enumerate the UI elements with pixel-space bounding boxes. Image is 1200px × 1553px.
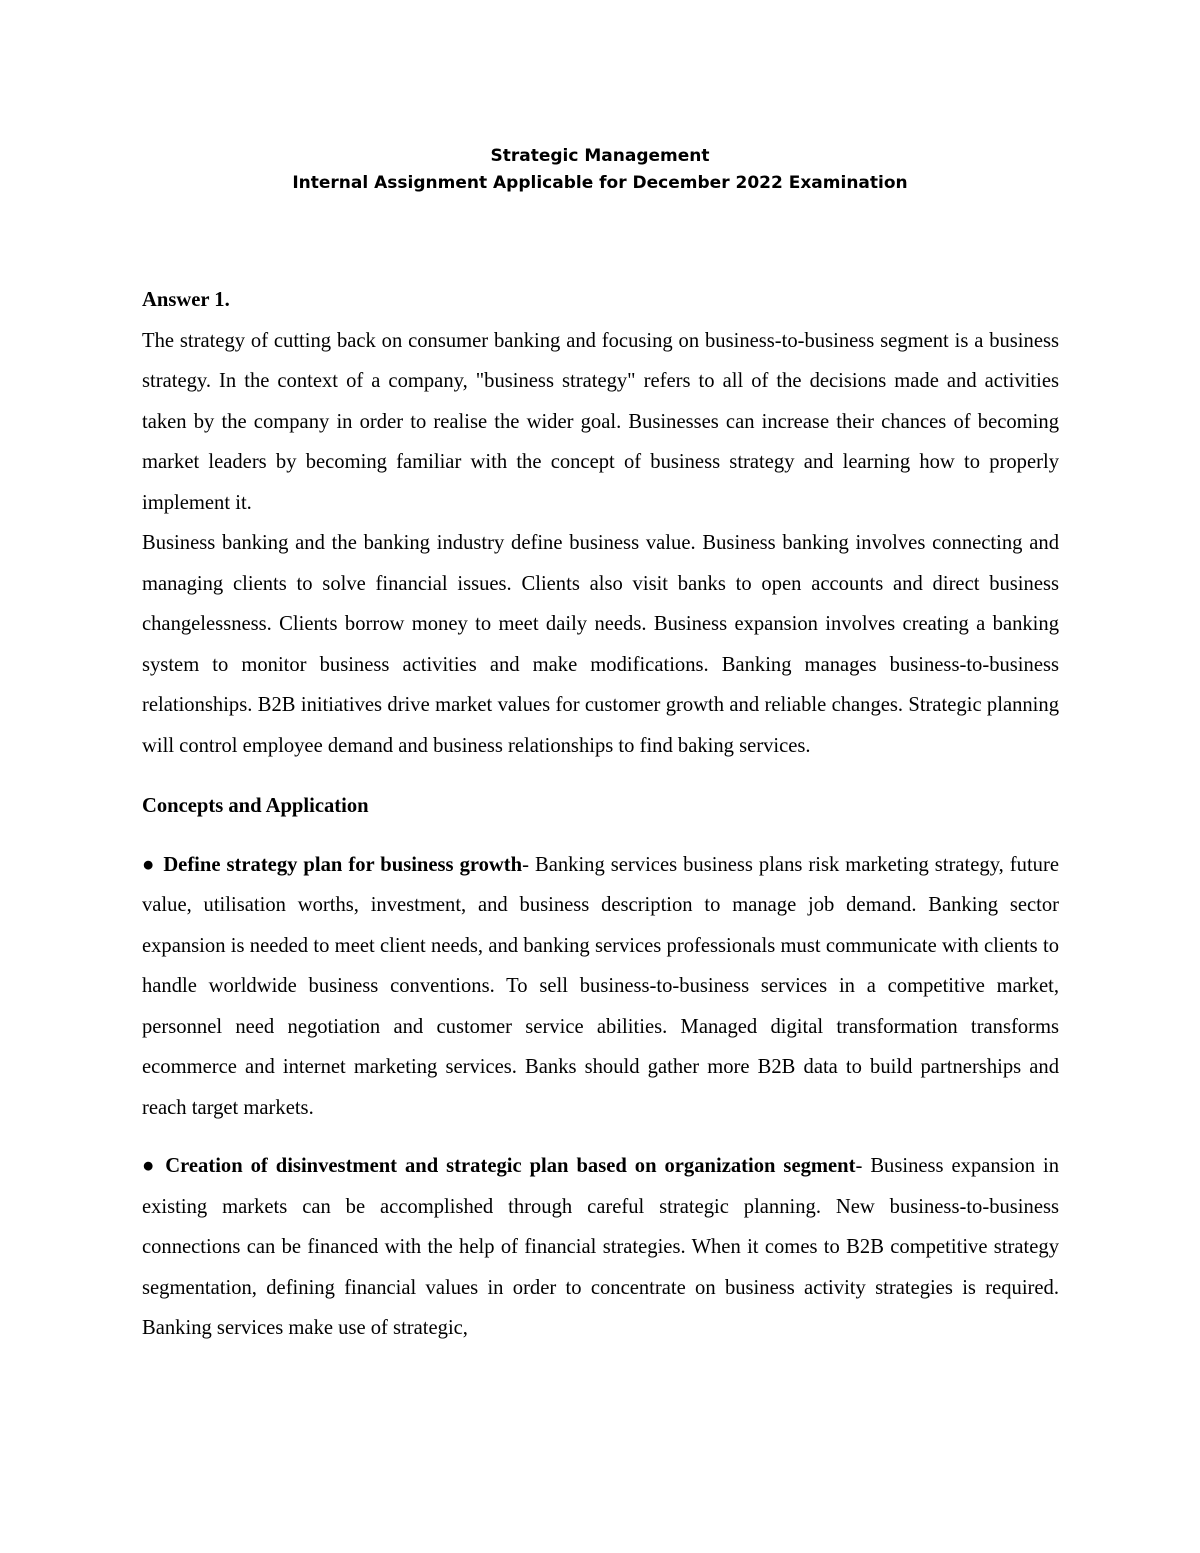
- bullet-item-disinvestment: [142, 1146, 1059, 1349]
- bullet-text: - Business expansion in existing markets can be accomplished through careful strategic planning. New business-to-business connections can be financed with the help of financial strategies. When it comes to B2B competitive strategy segmentation, defining financial values in order to concentrate on business activity strategies is required. Banking services make use of strategic,: [142, 1155, 1059, 1339]
- bullet-icon: ●: [142, 1155, 158, 1177]
- document-body: [142, 280, 1059, 1349]
- bullet-title: Define strategy plan for business growth: [163, 853, 523, 876]
- answer-paragraph-1: The strategy of cutting back on consumer banking and focusing on business-to-business segment is a business strategy. In the context of a company, "business strategy" refers to all of the decisions made and activities taken by the company in order to realise the wider goal. Businesses can increase their chances of becoming market leaders by becoming familiar with the concept of business strategy and learning how to properly implement it.: [142, 329, 1059, 514]
- spacer: [142, 827, 1059, 845]
- document-title: Strategic Management: [490, 146, 710, 166]
- document-header: [0, 143, 1200, 197]
- bullet-item-growth: [142, 845, 1059, 1129]
- bullet-title: Creation of disinvestment and strategic plan based on organization segment: [165, 1155, 856, 1177]
- document-subtitle: Internal Assignment Applicable for December 2022 Examination: [292, 173, 908, 193]
- answer-heading: Answer 1.: [142, 289, 230, 311]
- concepts-heading: Concepts and Application: [142, 795, 369, 817]
- bullet-text: - Banking services business plans risk marketing strategy, future value, utilisation worths, investment, and business description to manage job demand. Banking sector expansion is needed to meet client needs, and banking services professionals must communicate with clients to handle worldwide business conventions. To sell business-to-business services in a competitive market, personnel need negotiation and customer service abilities. Managed digital transformation transforms ecommerce and internet marketing services. Banks should gather more B2B data to build partnerships and reach target markets.: [142, 853, 1059, 1119]
- spacer: [142, 1128, 1059, 1146]
- bullet-icon: ●: [142, 853, 156, 876]
- spacer: [142, 766, 1059, 786]
- answer-paragraph-2: Business banking and the banking industry define business value. Business banking involves connecting and managing clients to solve financial issues. Clients also visit banks to open accounts and direct business changelessness. Clients borrow money to meet daily needs. Business expansion involves creating a banking system to monitor business activities and make modifications. Banking manages business-to-business relationships. B2B initiatives drive market values for customer growth and reliable changes. Strategic planning will control employee demand and business relationships to find baking services.: [142, 532, 1059, 757]
